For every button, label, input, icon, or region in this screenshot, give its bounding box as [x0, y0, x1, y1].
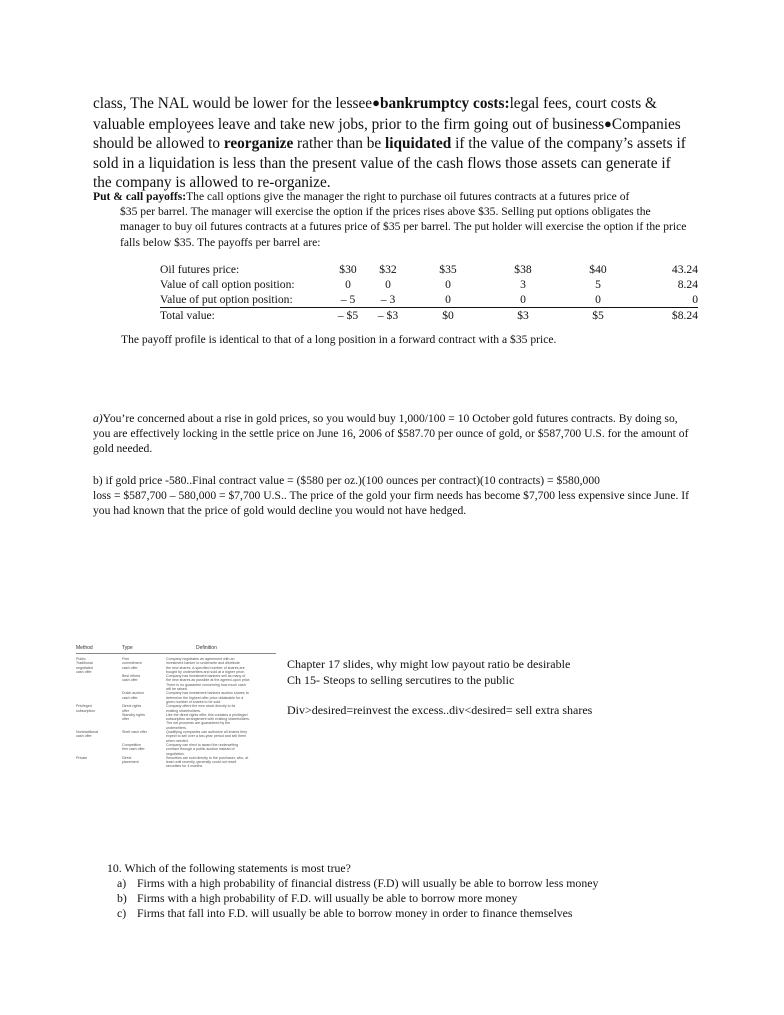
lease-bankruptcy-paragraph: class, The NAL would be lower for the lessee●bankrumptcy costs:legal fees, court costs & valuable employees leave and take new jobs, prior to the firm going out of business●Companies should be allowed to reorganize rather than be liquidated if the value of the company’s assets if sold in a liquidation is less than the present value of the cash flows those assets can generate if the company is allowed to re-organize.	[93, 95, 686, 192]
mini-cell-def: Securities are sold directly to the purchaser, who, at	[166, 755, 249, 760]
mini-cell-def: when needed.	[166, 738, 189, 743]
mini-cell-type: placement	[122, 760, 139, 765]
mini-cell-def: Company offers the new stock directly to its	[166, 704, 236, 709]
option-c: c) Firms that fall into F.D. will usually be able to borrow money in order to finance themselves	[117, 906, 573, 920]
mini-cell-def: Company has investment bankers sell as many of	[166, 674, 246, 679]
mini-cell-def: securities for 4 months.	[166, 764, 204, 769]
mini-cell-def: the new shares as possible at the agreed-upon price.	[166, 678, 251, 683]
put-call-heading: Put & call payoffs:	[93, 190, 187, 203]
notes-block	[287, 656, 592, 718]
mini-cell-def: determine the highest offer price obtainable for a	[166, 695, 244, 700]
mini-cell-def: Company negotiates an agreement with an	[166, 657, 235, 661]
table-row: Value of put option position: – 5 – 3 0 0 0 0	[160, 293, 698, 306]
mini-cell-def: negotiation.	[166, 751, 185, 756]
mini-cell-def: expect to sell over a two-year period and sell them	[166, 734, 247, 739]
mini-cell-method: Nontraditional	[76, 730, 99, 735]
table-row: Oil futures price: $30 $32 $35 $38 $40 43.24	[160, 263, 698, 276]
bullet-dot-icon: ●	[604, 115, 612, 131]
table-row: Value of call option position: 0 0 0 3 5 8.24	[160, 278, 698, 291]
mini-cell-def: contract through a public auction instead of	[166, 747, 235, 752]
mini-cell-def: least until recently, generally could not resell	[166, 760, 237, 765]
mini-cell-type: offer	[122, 717, 130, 722]
mini-cell-type: firm cash offer	[122, 747, 145, 752]
mini-cell-type: Best efforts	[122, 674, 141, 679]
mini-cell-method: Privileged	[76, 704, 92, 709]
mini-cell-type: commitment	[122, 661, 142, 666]
put-call-paragraph: Put & call payoffs:The call options give the manager the right to purchase oil futures contracts at a futures price of $35 per barrel. The manager will exercise the option if the prices rises above $35. Selling put options obligates the manager to buy oil futures contracts at a futures price of $35 per barrel. The put holder will exercise the option if the price falls below $35. The payoffs per barrel are:	[93, 189, 693, 250]
mini-cell-type: Direct	[122, 755, 132, 760]
mini-cell-method: cash offer	[76, 734, 92, 739]
mini-cell-def: bought by underwriters and sold at a higher price.	[166, 669, 245, 674]
gold-part-b: b) if gold price -580..Final contract value = ($580 per oz.)(100 ounces per contract)(10 contracts) = $580,000 loss = $587,700 – 580,000 = $7,700 U.S.. The price of the gold your firm needs has become $7,700 less expensive since June. If you had known that the price of gold would decline you would not have hedged.	[93, 474, 689, 518]
mini-cell-type: Dutch auction	[122, 691, 144, 696]
mini-cell-type: Competitive	[122, 742, 141, 747]
mini-cell-type: Shelf cash offer	[122, 730, 147, 735]
mini-cell-def: existing shareholders.	[166, 708, 201, 713]
mini-cell-type: cash offer	[122, 665, 138, 670]
mini-cell-method: subscription	[76, 708, 96, 713]
issuing-methods-table-image	[76, 645, 276, 769]
mini-cell-type: cash offer	[122, 678, 138, 683]
mini-cell-def: Company has investment bankers auction shares to	[166, 691, 249, 696]
mini-table-body	[76, 657, 276, 769]
option-a: a) Firms with a high probability of financial distress (F.D) will usually be able to borrow less money	[117, 876, 599, 890]
part-a-label: a)	[93, 412, 103, 425]
mini-cell-method: Private	[76, 755, 88, 760]
mini-cell-def: There is no guarantee concerning how much cash	[166, 682, 246, 687]
question-10	[107, 861, 598, 921]
mini-cell-method: Traditional	[76, 661, 93, 666]
note-line: Div>desired=reinvest the excess..div<desired= sell extra shares	[287, 703, 593, 717]
mini-cell-type: Direct rights	[122, 704, 142, 709]
mini-cell-method: Public	[76, 657, 86, 661]
mini-cell-type: Firm	[122, 657, 130, 661]
mini-cell-def: the new shares. A specified number of shares are	[166, 665, 245, 670]
bullet-dot-icon: ●	[372, 95, 380, 110]
mini-cell-def: will be raised.	[166, 687, 188, 692]
mini-cell-type: offer	[122, 708, 130, 713]
note-line: Ch 15- Steops to selling sercutires to the public	[287, 673, 515, 687]
mini-cell-def: The net proceeds are guaranteed by the	[166, 721, 231, 726]
payoff-table	[160, 262, 698, 323]
mini-cell-type: cash offer	[122, 695, 138, 700]
mini-cell-def: underwriters.	[166, 725, 187, 730]
question-stem: 10. Which of the following statements is most true?	[107, 861, 351, 875]
mini-table-row	[76, 764, 276, 768]
mini-cell-def: subscription arrangement with existing shareholders.	[166, 717, 250, 722]
mini-cell-type: Standby rights	[122, 712, 145, 717]
mini-cell-def: given number of shares to be sold.	[166, 699, 222, 704]
mini-cell-def: investment banker to underwrite and distribute	[166, 661, 240, 666]
mini-cell-def: Qualifying companies can authorize all shares they	[166, 730, 248, 735]
gold-part-a: a)You’re concerned about a rise in gold prices, so you would buy 1,000/100 = 10 October gold futures contracts. By doing so, you are effectively locking in the settle price on June 16, 2006 of $587.70 per ounce of gold, or $587,700 U.S. for the amount of gold needed.	[93, 412, 689, 456]
put-call-body: $35 per barrel. The manager will exercise the option if the prices rises above $35. Selling put options obligates the manager to buy oil futures contracts at a futures price of $35 per barrel. The put holder will exercise the option if the price falls below $35. The payoffs per barrel are:	[120, 205, 687, 249]
mini-table-header: Method Type Definition	[76, 645, 276, 654]
bankruptcy-costs-term: bankrumptcy costs:	[379, 95, 510, 112]
reorganize-term: reorganize	[223, 135, 294, 153]
liquidated-term: liquidated	[384, 135, 452, 153]
option-b: b) Firms with a high probability of F.D. will usually be able to borrow more money	[117, 891, 518, 905]
mini-cell-def: Like the direct rights offer, this contains a privileged	[166, 712, 248, 717]
note-line: Chapter 17 slides, why might low payout ratio be desirable	[287, 657, 571, 671]
table-row: Total value: – $5 – $3 $0 $3 $5 $8.24	[160, 309, 698, 322]
mini-cell-method: cash offer	[76, 669, 92, 674]
mini-cell-def: Company can elect to award the underwriting	[166, 742, 239, 747]
mini-cell-method: negotiated	[76, 665, 93, 670]
payoff-profile-note: The payoff profile is identical to that of a long position in a forward contract with a $35 price.	[121, 333, 557, 346]
